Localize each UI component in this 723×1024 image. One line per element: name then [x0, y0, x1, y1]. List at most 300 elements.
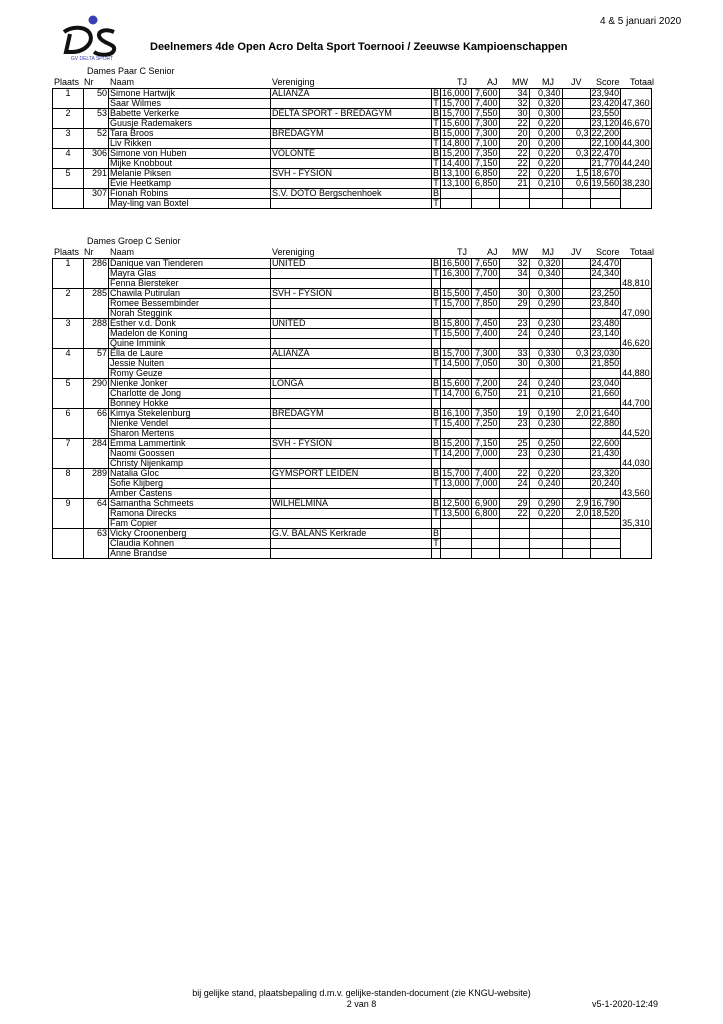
cell-tj: 15,700	[442, 298, 470, 308]
cell-plaats	[53, 539, 84, 549]
cell-mj	[529, 399, 562, 409]
cell-score: 23,140	[591, 328, 620, 338]
column-header-mj: MJ	[542, 247, 554, 257]
table-row	[53, 269, 652, 279]
cell-plaats	[53, 339, 84, 349]
cell-club: S.V. DOTO Bergschenhoek	[271, 189, 432, 199]
cell-plaats	[53, 529, 84, 539]
cell-bt: B	[433, 258, 440, 268]
cell-tj: 15,700	[442, 108, 470, 118]
cell-club	[271, 279, 432, 289]
cell-totaal	[621, 109, 652, 119]
cell-mj: 0,220	[529, 119, 562, 129]
cell-tj: 13,100	[442, 168, 470, 178]
cell-nr: 57	[84, 349, 109, 359]
cell-score: 18,520	[591, 508, 620, 518]
cell-score: 23,420	[591, 98, 620, 108]
cell-club: SVH - FYSION	[271, 439, 432, 449]
cell-nr: 285	[84, 289, 109, 299]
cell-plaats	[53, 509, 84, 519]
cell-club	[271, 399, 432, 409]
cell-mw	[499, 429, 529, 439]
table-row	[53, 369, 652, 379]
cell-plaats	[53, 389, 84, 399]
cell-score	[590, 549, 621, 559]
cell-club	[271, 489, 432, 499]
cell-bt: B	[433, 288, 440, 298]
cell-score	[590, 399, 621, 409]
cell-mj: 0,220	[529, 469, 562, 479]
table-row	[53, 259, 652, 269]
cell-totaal: 44,030	[622, 458, 650, 468]
cell-aj	[471, 339, 499, 349]
cell-aj: 7,100	[471, 139, 499, 149]
cell-naam: Chawila Putirulan	[109, 289, 271, 299]
cell-jv	[562, 539, 590, 549]
cell-mj	[529, 189, 562, 199]
cell-aj: 6,800	[471, 509, 499, 519]
cell-totaal	[621, 509, 652, 519]
cell-naam: Quine Immink	[109, 339, 271, 349]
cell-naam: Melanie Piksen	[109, 169, 271, 179]
cell-club	[271, 299, 432, 309]
cell-aj: 7,450	[471, 289, 499, 299]
results-table	[52, 88, 652, 209]
cell-mw: 25	[499, 439, 529, 449]
cell-tj: 16,500	[442, 258, 470, 268]
cell-totaal	[621, 319, 652, 329]
cell-naam: Vicky Croonenberg	[109, 529, 271, 539]
cell-bt	[432, 279, 441, 289]
cell-mw	[499, 549, 529, 559]
cell-mj: 0,230	[529, 419, 562, 429]
cell-mj: 0,320	[529, 99, 562, 109]
table-row	[53, 199, 652, 209]
cell-totaal	[621, 549, 652, 559]
cell-club	[271, 139, 432, 149]
cell-naam: Ramona Direcks	[109, 509, 271, 519]
cell-score	[590, 279, 621, 289]
cell-tj: 16,000	[442, 88, 470, 98]
cell-jv	[562, 259, 590, 269]
cell-nr	[84, 139, 109, 149]
cell-nr: 64	[84, 499, 109, 509]
cell-tj: 15,000	[442, 128, 470, 138]
cell-jv	[562, 549, 590, 559]
cell-plaats	[53, 189, 84, 199]
cell-jv: 2,0	[562, 409, 590, 419]
cell-aj: 6,850	[471, 169, 499, 179]
cell-score: 18,670	[591, 168, 620, 178]
cell-plaats	[53, 359, 84, 369]
column-header-score: Score	[596, 247, 620, 257]
cell-totaal: 47,360	[622, 98, 650, 108]
cell-score: 23,940	[591, 88, 620, 98]
version-stamp: v5-1-2020-12:49	[592, 999, 659, 1009]
table-row	[53, 159, 652, 169]
column-header-mw: MW	[512, 247, 528, 257]
cell-totaal	[621, 469, 652, 479]
event-date: 4 & 5 januari 2020	[600, 16, 682, 27]
cell-bt: T	[433, 98, 439, 108]
cell-mw: 24	[499, 379, 529, 389]
cell-nr: 306	[84, 149, 109, 159]
cell-mj	[529, 339, 562, 349]
table-row	[53, 509, 652, 519]
cell-mj: 0,300	[529, 109, 562, 119]
cell-mw	[499, 309, 529, 319]
column-header-nr: Nr	[84, 247, 94, 257]
cell-club	[271, 339, 432, 349]
cell-nr: 66	[84, 409, 109, 419]
cell-jv	[562, 159, 590, 169]
cell-tj: 14,700	[442, 388, 470, 398]
cell-nr: 286	[84, 259, 109, 269]
cell-totaal: 46,620	[622, 338, 650, 348]
cell-mj	[529, 459, 562, 469]
cell-nr	[84, 299, 109, 309]
cell-mw	[499, 529, 529, 539]
cell-plaats	[53, 519, 84, 529]
cell-naam: Tara Broos	[109, 129, 271, 139]
table-row	[53, 279, 652, 289]
cell-bt: B	[433, 88, 440, 98]
table-row	[53, 189, 652, 199]
cell-mw	[499, 539, 529, 549]
cell-mj: 0,230	[529, 449, 562, 459]
cell-tj: 13,500	[442, 508, 470, 518]
cell-tj	[441, 369, 472, 379]
cell-score	[590, 189, 621, 199]
cell-bt: T	[433, 158, 439, 168]
cell-totaal: 46,670	[622, 118, 650, 128]
cell-mj: 0,230	[529, 319, 562, 329]
cell-aj	[471, 399, 499, 409]
table-row	[53, 89, 652, 99]
cell-nr	[84, 269, 109, 279]
cell-mj: 0,250	[529, 439, 562, 449]
cell-club	[271, 459, 432, 469]
column-header-score: Score	[596, 77, 620, 87]
cell-bt: T	[433, 418, 439, 428]
cell-jv	[562, 329, 590, 339]
cell-bt: T	[433, 508, 439, 518]
cell-nr: 284	[84, 439, 109, 449]
cell-bt: B	[433, 378, 440, 388]
cell-totaal	[621, 359, 652, 369]
table-row	[53, 389, 652, 399]
cell-mw	[499, 279, 529, 289]
column-header-naam: Naam	[110, 247, 135, 257]
cell-jv	[562, 139, 590, 149]
cell-tj: 15,500	[442, 288, 470, 298]
cell-score	[590, 199, 621, 209]
cell-aj: 7,400	[471, 469, 499, 479]
cell-mw: 34	[499, 269, 529, 279]
cell-score: 23,040	[591, 378, 620, 388]
cell-naam: Babette Verkerke	[109, 109, 271, 119]
cell-nr: 307	[84, 189, 109, 199]
cell-plaats: 1	[65, 258, 71, 269]
cell-tj	[441, 459, 472, 469]
cell-score: 23,320	[591, 468, 620, 478]
cell-aj: 7,300	[471, 349, 499, 359]
cell-plaats: 2	[65, 288, 71, 299]
table-row	[53, 349, 652, 359]
cell-jv: 0,3	[562, 349, 590, 359]
cell-mj: 0,340	[529, 89, 562, 99]
cell-nr	[84, 539, 109, 549]
cell-club	[271, 359, 432, 369]
cell-tj	[441, 489, 472, 499]
cell-score	[590, 539, 621, 549]
cell-totaal	[621, 289, 652, 299]
cell-naam: Charlotte de Jong	[109, 389, 271, 399]
cell-tj: 14,500	[442, 358, 470, 368]
cell-mw: 29	[499, 299, 529, 309]
cell-plaats: 3	[65, 318, 71, 329]
cell-naam: Liv Rikken	[109, 139, 271, 149]
cell-totaal: 44,700	[622, 398, 650, 408]
column-header-mj: MJ	[542, 77, 554, 87]
cell-bt: T	[433, 198, 439, 208]
cell-bt: B	[433, 438, 440, 448]
cell-plaats	[53, 279, 84, 289]
cell-tj: 15,600	[442, 378, 470, 388]
cell-totaal: 35,310	[622, 518, 650, 528]
cell-mw	[499, 189, 529, 199]
cell-naam: Christy Nijenkamp	[109, 459, 271, 469]
cell-nr	[84, 459, 109, 469]
cell-plaats	[53, 449, 84, 459]
cell-bt	[432, 519, 441, 529]
cell-score: 22,470	[591, 148, 620, 158]
column-header-plaats: Plaats	[54, 247, 80, 257]
cell-jv: 2,0	[562, 509, 590, 519]
cell-bt: T	[433, 298, 439, 308]
cell-nr	[84, 359, 109, 369]
cell-score: 23,840	[591, 298, 620, 308]
cell-aj: 7,000	[471, 479, 499, 489]
cell-naam: Natalia Gloc	[109, 469, 271, 479]
cell-mw: 32	[499, 99, 529, 109]
cell-totaal	[621, 169, 652, 179]
cell-mw	[499, 489, 529, 499]
cell-plaats	[53, 159, 84, 169]
table-row	[53, 109, 652, 119]
cell-tj: 15,700	[442, 98, 470, 108]
cell-bt: T	[433, 478, 439, 488]
cell-mj: 0,210	[529, 179, 562, 189]
cell-bt	[432, 549, 441, 559]
cell-score: 23,480	[591, 318, 620, 328]
cell-club: ALIANZA	[271, 349, 432, 359]
cell-club: UNITED	[271, 319, 432, 329]
cell-naam: Mijke Knobbout	[109, 159, 271, 169]
cell-totaal	[621, 539, 652, 549]
cell-nr: 290	[84, 379, 109, 389]
cell-mj	[529, 429, 562, 439]
cell-nr	[84, 389, 109, 399]
cell-mj: 0,300	[529, 359, 562, 369]
cell-jv: 0,3	[562, 129, 590, 139]
section-title: Dames Paar C Senior	[87, 66, 175, 76]
cell-tj	[441, 339, 472, 349]
cell-nr	[84, 329, 109, 339]
cell-mw: 30	[499, 109, 529, 119]
cell-jv	[562, 449, 590, 459]
cell-club: SVH - FYSION	[271, 169, 432, 179]
column-header-vereniging: Vereniging	[272, 77, 315, 87]
cell-mj	[529, 529, 562, 539]
cell-mw: 24	[499, 329, 529, 339]
cell-totaal: 44,520	[622, 428, 650, 438]
cell-totaal	[621, 499, 652, 509]
cell-plaats: 5	[65, 168, 71, 179]
cell-club	[271, 549, 432, 559]
cell-mj: 0,220	[529, 169, 562, 179]
cell-plaats	[53, 369, 84, 379]
cell-bt: B	[433, 498, 440, 508]
table-row	[53, 379, 652, 389]
document-title: Deelnemers 4de Open Acro Delta Sport Toernooi / Zeeuwse Kampioenschappen	[150, 41, 568, 53]
cell-bt: T	[433, 328, 439, 338]
table-row	[53, 179, 652, 189]
cell-bt: B	[433, 318, 440, 328]
cell-tj: 15,400	[442, 418, 470, 428]
table-row	[53, 319, 652, 329]
cell-naam: Fam Copier	[109, 519, 271, 529]
cell-jv	[562, 299, 590, 309]
cell-mw: 22	[499, 509, 529, 519]
table-row	[53, 289, 652, 299]
cell-mj	[529, 279, 562, 289]
cell-aj: 7,250	[471, 419, 499, 429]
cell-score: 21,640	[591, 408, 620, 418]
cell-bt: B	[433, 188, 440, 198]
cell-bt: T	[433, 178, 439, 188]
results-table	[52, 258, 652, 559]
cell-aj: 7,850	[471, 299, 499, 309]
cell-mj: 0,200	[529, 129, 562, 139]
cell-jv: 0,3	[562, 149, 590, 159]
cell-tj	[441, 399, 472, 409]
cell-plaats	[53, 489, 84, 499]
table-row	[53, 339, 652, 349]
cell-plaats: 4	[65, 348, 71, 359]
cell-jv	[562, 89, 590, 99]
table-row	[53, 139, 652, 149]
cell-mj	[529, 539, 562, 549]
cell-club	[271, 159, 432, 169]
table-row	[53, 119, 652, 129]
cell-club	[271, 389, 432, 399]
cell-jv: 1,5	[562, 169, 590, 179]
cell-club: BREDAGYM	[271, 129, 432, 139]
cell-nr	[84, 509, 109, 519]
cell-club: UNITED	[271, 259, 432, 269]
cell-mj	[529, 309, 562, 319]
cell-tj	[441, 309, 472, 319]
cell-club	[271, 329, 432, 339]
cell-club: SVH - FYSION	[271, 289, 432, 299]
table-row	[53, 399, 652, 409]
cell-score: 23,030	[591, 348, 620, 358]
cell-club: VOLONTÉ	[271, 149, 432, 159]
cell-mw	[499, 399, 529, 409]
cell-totaal	[621, 379, 652, 389]
cell-mw: 21	[499, 179, 529, 189]
cell-mw	[499, 459, 529, 469]
column-header-totaal: Totaal	[630, 247, 655, 257]
cell-tj	[441, 519, 472, 529]
cell-club	[271, 309, 432, 319]
cell-naam: Fenna Biersteker	[109, 279, 271, 289]
cell-aj	[471, 189, 499, 199]
cell-score	[590, 309, 621, 319]
cell-bt: T	[433, 118, 439, 128]
cell-totaal	[621, 439, 652, 449]
table-row	[53, 489, 652, 499]
cell-totaal	[621, 529, 652, 539]
cell-naam: Amber Castens	[109, 489, 271, 499]
cell-bt: T	[433, 388, 439, 398]
cell-score	[590, 429, 621, 439]
cell-plaats: 5	[65, 378, 71, 389]
column-header-totaal: Totaal	[630, 77, 655, 87]
delta-sport-logo	[52, 8, 132, 68]
cell-tj: 16,300	[442, 268, 470, 278]
cell-club: LONGA	[271, 379, 432, 389]
cell-aj: 7,650	[471, 259, 499, 269]
cell-plaats	[53, 429, 84, 439]
cell-naam: Ella de Laure	[109, 349, 271, 359]
cell-plaats: 3	[65, 128, 71, 139]
cell-score: 22,100	[591, 138, 620, 148]
cell-plaats: 8	[65, 468, 71, 479]
cell-nr	[84, 369, 109, 379]
cell-naam: Danique van Tienderen	[109, 259, 271, 269]
cell-mw: 23	[499, 319, 529, 329]
cell-nr	[84, 429, 109, 439]
table-row	[53, 469, 652, 479]
cell-plaats	[53, 269, 84, 279]
cell-naam: Romee Bessembinder	[109, 299, 271, 309]
cell-nr	[84, 519, 109, 529]
table-row	[53, 169, 652, 179]
cell-jv	[562, 309, 590, 319]
cell-mw: 22	[499, 169, 529, 179]
cell-nr	[84, 99, 109, 109]
cell-club	[271, 199, 432, 209]
column-header-plaats: Plaats	[54, 77, 80, 87]
cell-mw: 20	[499, 139, 529, 149]
cell-nr: 63	[84, 529, 109, 539]
cell-nr	[84, 449, 109, 459]
cell-plaats	[53, 459, 84, 469]
cell-naam: Saar Wilmes	[109, 99, 271, 109]
cell-totaal	[621, 259, 652, 269]
table-row	[53, 409, 652, 419]
cell-tj: 15,500	[442, 328, 470, 338]
cell-totaal	[621, 189, 652, 199]
cell-naam: Jessie Nuiten	[109, 359, 271, 369]
cell-club	[271, 269, 432, 279]
table-row	[53, 129, 652, 139]
cell-naam: Fionah Robins	[109, 189, 271, 199]
cell-bt: B	[433, 468, 440, 478]
cell-plaats: 2	[65, 108, 71, 119]
